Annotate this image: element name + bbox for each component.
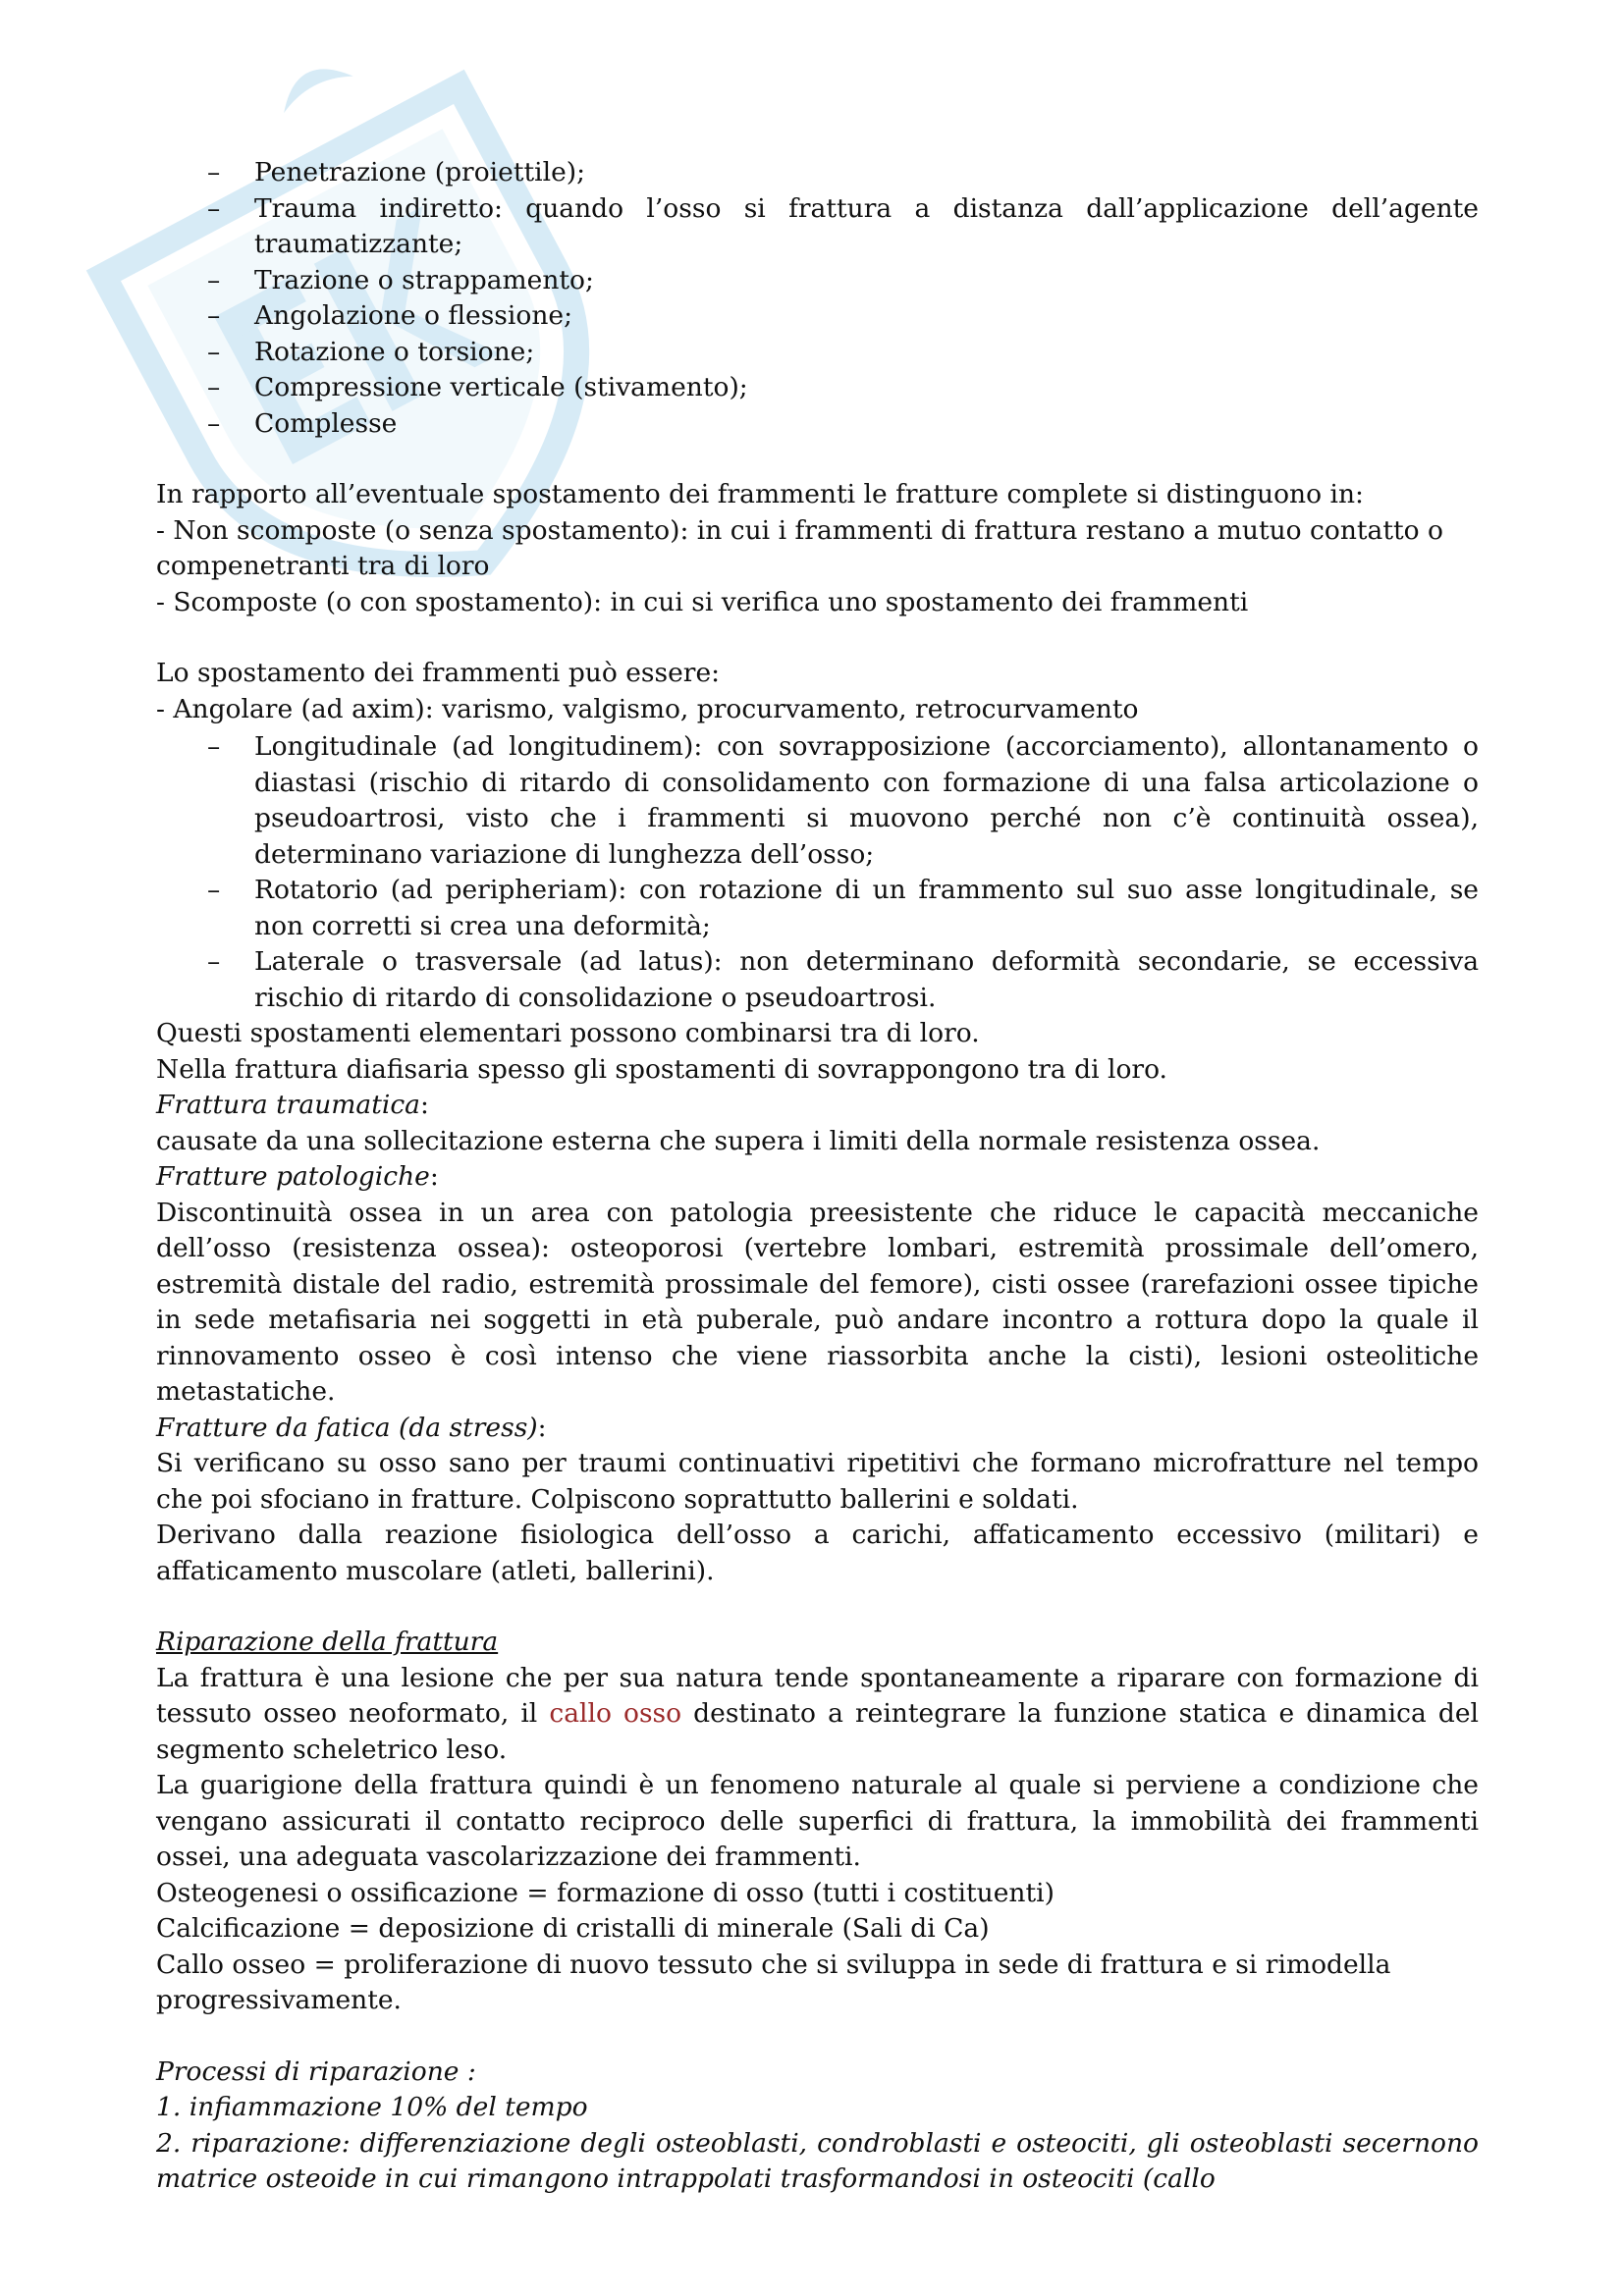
spostamento-intro: Lo spostamento dei frammenti può essere: <box>156 658 721 688</box>
list-item: – Compressione verticale (stivamento); <box>207 372 748 402</box>
displacement-types-list <box>156 729 1479 1016</box>
fracture-mechanisms-list <box>156 155 1479 442</box>
traumatica-text: causate da una sollecitazione esterna che supera i limiti della normale resistenza ossea. <box>156 1125 1321 1156</box>
definition-osteogenesi: Osteogenesi o ossificazione = formazione di osso (tutti i costituenti) <box>156 1877 1055 1908</box>
list-item: – Penetrazione (proiettile); <box>207 157 586 187</box>
definition-callo-osseo: Callo osseo = proliferazione di nuovo tessuto che si sviluppa in sede di frattura e si rimodella progressivamente. <box>156 1949 1391 2015</box>
fatica-text-2: Derivano dalla reazione fisiologica dell’osso a carichi, affaticamento eccessivo (militari) e affaticamento muscolare (atleti, ballerini). <box>156 1520 1479 1586</box>
angolare-item: - Angolare (ad axim): varismo, valgismo, procurvamento, retrocurvamento <box>156 693 1139 724</box>
riparazione-paragraph-1: La frattura è una lesione che per sua natura tende spontaneamente a riparare con formazione di tessuto osseo neoformato, il callo osso destinato a reintegrare la funzione statica e dinamica del segmento scheletrico leso. <box>156 1662 1479 1765</box>
definition-calcificazione: Calcificazione = deposizione di cristalli di minerale (Sali di Ca) <box>156 1913 990 1944</box>
list-item: – Trazione o strappamento; <box>207 264 594 295</box>
list-item: – Angolazione o flessione; <box>207 300 573 331</box>
processi-heading: Processi di riparazione : <box>156 2056 476 2087</box>
processi-step-2: 2. riparazione: differenziazione degli osteoblasti, condroblasti e osteociti, gli osteoblasti secernono matrice osteoide in cui rimangono intrappolati trasformandosi in osteociti (callo <box>156 2127 1479 2194</box>
list-item: – Complesse <box>207 407 398 439</box>
document-body <box>156 155 1479 2198</box>
riparazione-heading: Riparazione della frattura <box>156 1627 499 1657</box>
scomposte-text: - Scomposte (o con spostamento): in cui si verifica uno spostamento dei frammenti <box>156 586 1249 617</box>
patologiche-text: Discontinuità ossea in un area con patologia preesistente che riduce le capacità meccaniche dell’osso (resistenza ossea): osteoporosi (vertebre lombari, estremità prossimale dell’omero, estremità distale del radio, estremità prossimale del femore), cisti ossee (rarefazioni ossee tipiche in sede metafisaria nei soggetti in età puberale, può andare incontro a rottura dopo la quale il rinnovamento osseo è così intenso che viene riassorbita anche la cisti), lesioni osteolitiche metastatiche. <box>156 1197 1479 1407</box>
traumatica-heading: Frattura traumatica: <box>156 1090 429 1120</box>
list-item: – Laterale o trasversale (ad latus): non determinano deformità secondarie, se eccessiva rischio di ritardo di consolidazione o pseudoartrosi. <box>207 946 1479 1013</box>
combine-text: Questi spostamenti elementari possono combinarsi tra di loro. <box>156 1018 980 1048</box>
list-item: – Longitudinale (ad longitudinem): con sovrapposizione (accorciamento), allontanamento o diastasi (rischio di ritardo di consolidamento con formazione di una falsa articolazione o pseudoartrosi, visto che i frammenti si muovono perché non c’è continuità ossea), determinano variazione di lunghezza dell’osso; <box>207 731 1479 870</box>
non-scomposte-text: - Non scomposte (o senza spostamento): in cui i frammenti di frattura restano a mutuo contatto o compenetranti tra di loro <box>156 514 1443 581</box>
list-item: – Rotazione o torsione; <box>207 336 535 367</box>
list-item: – Rotatorio (ad peripheriam): con rotazione di un frammento sul suo asse longitudinale, se non corretti si crea una deformità; <box>207 875 1479 941</box>
callo-osso-highlight: callo osso <box>549 1698 682 1729</box>
fatica-heading: Fratture da fatica (da stress): <box>156 1412 547 1443</box>
patologiche-heading: Fratture patologiche: <box>156 1161 439 1192</box>
processi-step-1: 1. infiammazione 10% del tempo <box>156 2092 588 2122</box>
diafisaria-text: Nella frattura diafisaria spesso gli spostamenti di sovrappongono tra di loro. <box>156 1053 1167 1085</box>
list-item: – Trauma indiretto: quando l’osso si frattura a distanza dall’applicazione dell’agente traumatizzante; <box>207 192 1479 259</box>
displacement-intro: In rapporto all’eventuale spostamento dei frammenti le fratture complete si distinguono in: <box>156 479 1364 509</box>
riparazione-paragraph-2: La guarigione della frattura quindi è un fenomeno naturale al quale si perviene a condizione che vengano assicurati il contatto reciproco delle superfici di frattura, la immobilità dei frammenti ossei, una adeguata vascolarizzazione dei frammenti. <box>156 1770 1479 1872</box>
fatica-text-1: Si verificano su osso sano per traumi continuativi ripetitivi che formano microfratture nel tempo che poi sfociano in fratture. Colpiscono soprattutto ballerini e soldati. <box>156 1448 1479 1515</box>
